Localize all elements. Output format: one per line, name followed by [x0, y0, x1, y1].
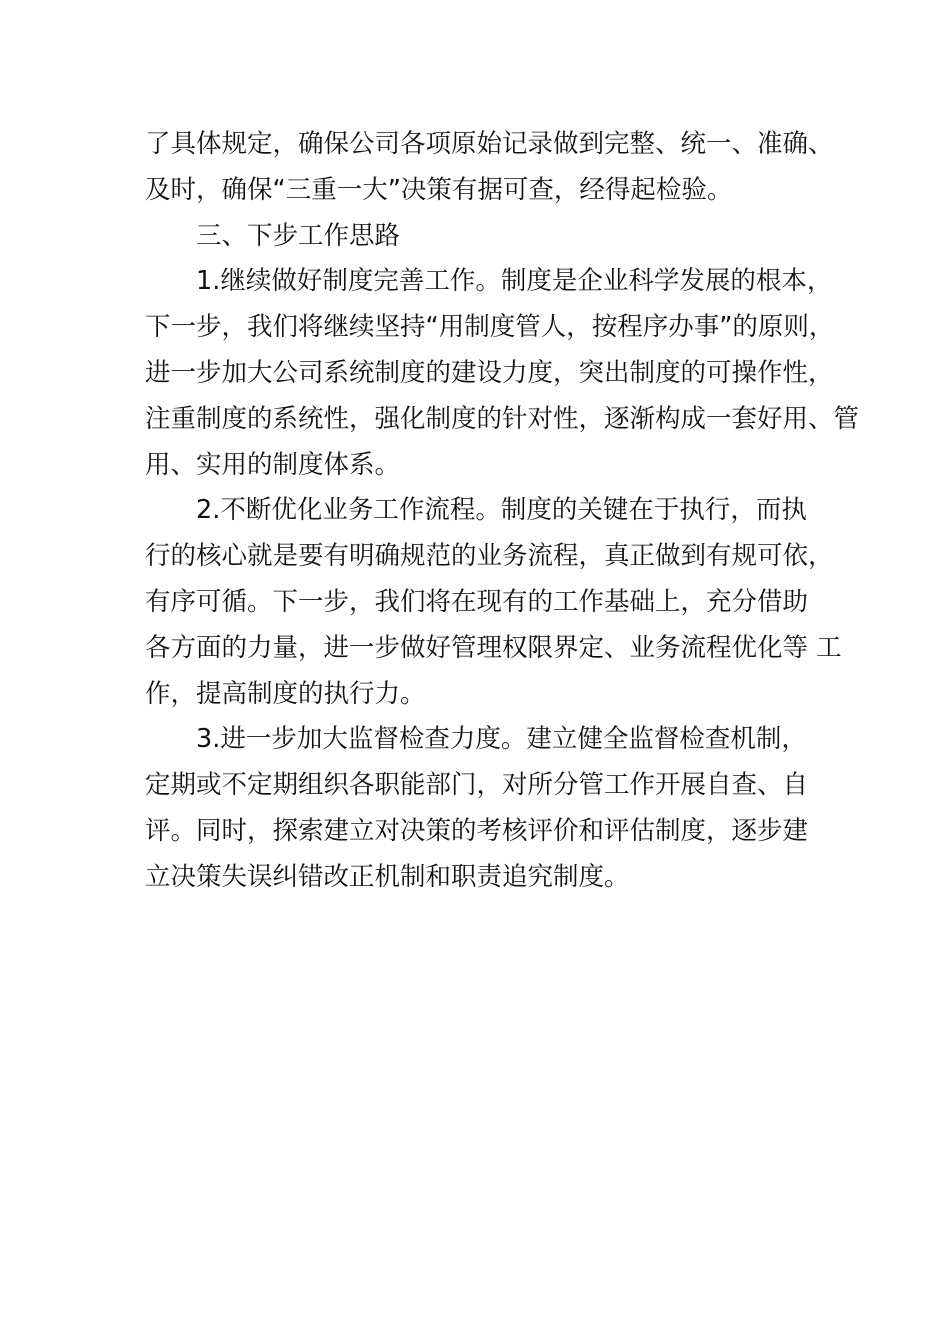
text-line: 了具体规定，确保公司各项原始记录做到完整、统一、准确、	[145, 129, 834, 159]
text-line: 有序可循。下一步，我们将在现有的工作基础上，充分借助	[145, 586, 809, 617]
text-line: 及时，确保“三重一大”决策有据可查，经得起检验。	[145, 174, 733, 205]
text-line: 用、实用的制度体系。	[145, 449, 401, 480]
text-line: 进一步加大公司系统制度的建设力度，突出制度的可操作性，	[145, 357, 834, 388]
text-line: 行的核心就是要有明确规范的业务流程，真正做到有规可依，	[145, 541, 834, 572]
text-line: 作，提高制度的执行力。	[145, 678, 426, 709]
text-line: 注重制度的系统性，强化制度的针对性，逐渐构成一套好用、管	[145, 403, 860, 434]
document-body	[145, 122, 860, 901]
section-heading: 三、下步工作思路	[196, 220, 401, 251]
text-line: 各方面的力量，进一步做好管理权限界定、业务流程优化等 工	[145, 632, 842, 663]
text-line: 下一步，我们将继续坚持“用制度管人，按程序办事”的原则，	[145, 312, 835, 343]
paragraph-3-start: 3.进一步加大监督检查力度。建立健全监督检查机制，	[196, 724, 807, 755]
text-line: 立决策失误纠错改正机制和职责追究制度。	[145, 861, 630, 892]
paragraph-2-start: 2.不断优化业务工作流程。制度的关键在于执行，而执	[196, 495, 807, 526]
text-line: 评。同时，探索建立对决策的考核评价和评估制度，逐步建	[145, 815, 809, 846]
text-line: 定期或不定期组织各职能部门，对所分管工作开展自查、自	[145, 770, 809, 801]
paragraph-1-start: 1.继续做好制度完善工作。制度是企业科学发展的根本，	[196, 266, 833, 297]
